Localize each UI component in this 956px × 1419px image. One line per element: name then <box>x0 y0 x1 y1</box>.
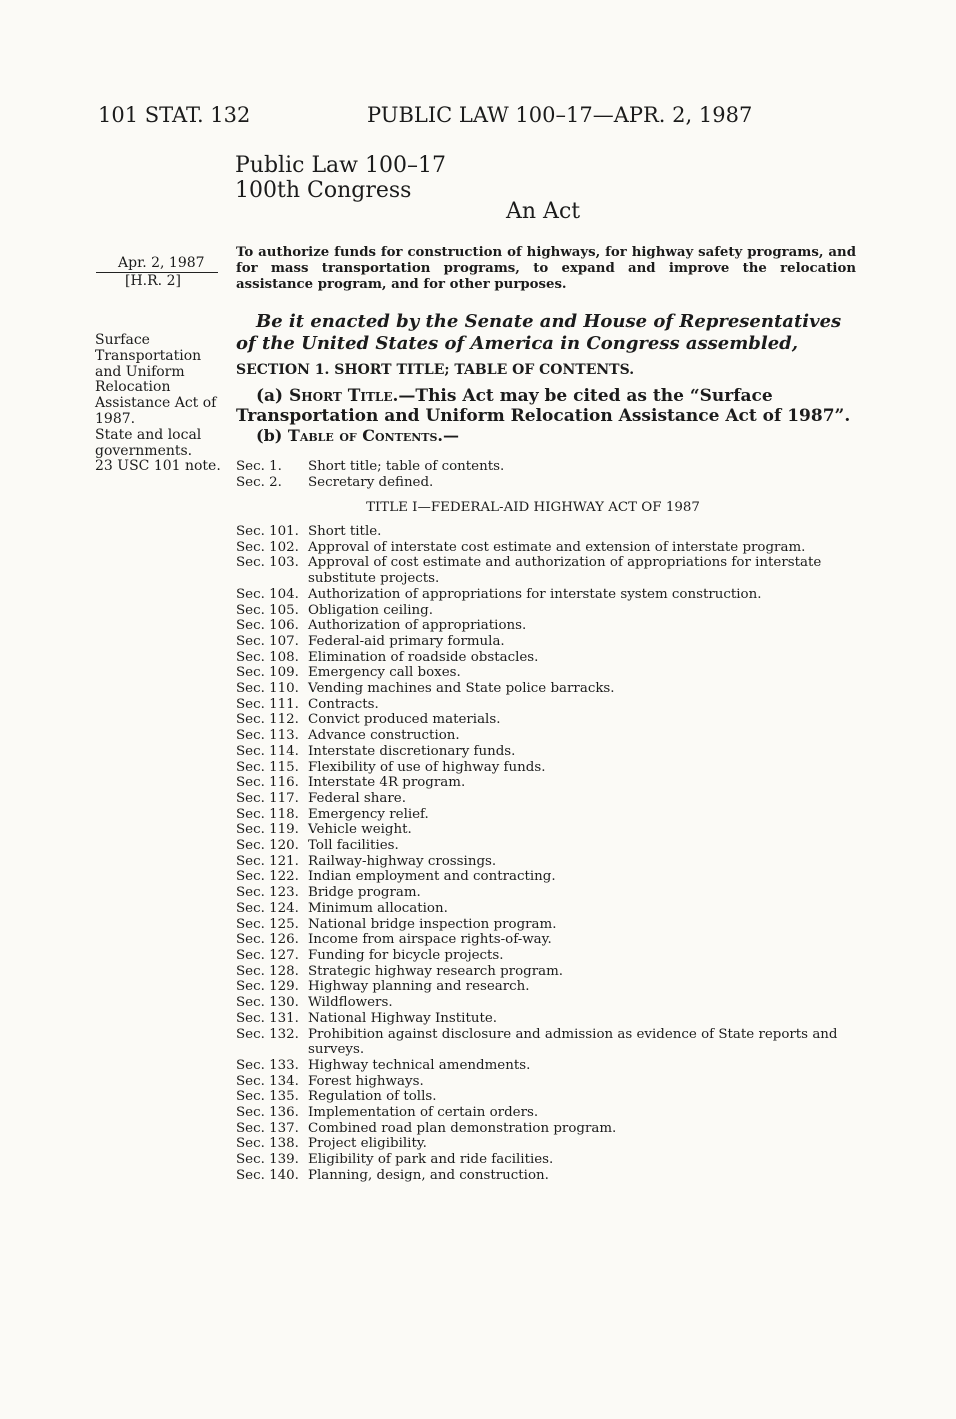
margin-date: Apr. 2, 1987 <box>118 255 205 271</box>
toc-section-title: Regulation of tolls. <box>308 1089 437 1105</box>
toc-entry <box>236 540 864 556</box>
margin-note-line: State and local <box>95 426 202 443</box>
toc-section-title: Contracts. <box>308 696 379 712</box>
toc-section-title: Income from airspace rights-of-way. <box>308 932 552 948</box>
toc-section-number: Sec. 113. <box>236 728 299 744</box>
title-one-heading: TITLE I—FEDERAL-AID HIGHWAY ACT OF 1987 <box>366 500 700 515</box>
margin-note-line: Transportation <box>95 347 202 364</box>
toc-section-number: Sec. 131. <box>236 1010 299 1026</box>
toc-section-number: Sec. 125. <box>236 916 299 932</box>
toc-section-title: Bridge program. <box>308 885 421 901</box>
toc-section-number: Sec. 112. <box>236 712 299 728</box>
toc-entry <box>236 618 864 634</box>
toc-heading-prefix: (b) <box>256 426 288 445</box>
law-title-block <box>235 153 446 203</box>
toc-section-number: Sec. 115. <box>236 759 299 775</box>
toc-entry <box>236 948 864 964</box>
toc-section-title: Approval of cost estimate and authorization of appropriations for interstate substitute projects. <box>308 555 822 587</box>
toc-section-title: Flexibility of use of highway funds. <box>308 759 546 775</box>
toc-section-number: Sec. 2. <box>236 474 282 490</box>
margin-note-line: 1987. <box>95 410 136 427</box>
toc-section-title: Obligation ceiling. <box>308 602 434 618</box>
toc-heading-label: Table of Contents <box>287 426 438 445</box>
toc-entry <box>236 901 864 917</box>
toc-section-number: Sec. 1. <box>236 459 282 474</box>
toc-section-title: Convict produced materials. <box>308 712 501 728</box>
toc-section-title: Funding for bicycle projects. <box>308 947 504 963</box>
toc-entry <box>236 995 864 1011</box>
toc-section-title: Federal-aid primary formula. <box>308 633 505 649</box>
toc-section-title: Wildflowers. <box>308 995 393 1011</box>
toc-entry <box>236 681 864 697</box>
toc-entry <box>236 524 864 540</box>
short-title-label: Short Title <box>289 386 393 406</box>
toc-heading <box>256 426 459 445</box>
toc-section-number: Sec. 121. <box>236 853 299 869</box>
toc-section-title: Project eligibility. <box>308 1136 427 1152</box>
toc-section-number: Sec. 139. <box>236 1152 299 1168</box>
toc-section-title: Prohibition against disclosure and admission as evidence of State reports and surveys. <box>308 1026 838 1058</box>
toc-section-number: Sec. 132. <box>236 1026 299 1042</box>
margin-note-line: Assistance Act of <box>95 395 217 412</box>
toc-section-title: Combined road plan demonstration program. <box>308 1120 617 1136</box>
toc-section-number: Sec. 104. <box>236 586 299 602</box>
toc-section-title: Railway-highway crossings. <box>308 853 497 869</box>
toc-entry <box>236 728 864 744</box>
toc-section-title: Interstate discretionary funds. <box>308 743 516 759</box>
toc-section-number: Sec. 108. <box>236 649 299 665</box>
toc-section-title: Advance construction. <box>308 728 460 744</box>
margin-bill-number: [H.R. 2] <box>125 273 181 289</box>
toc-entry <box>236 1027 864 1058</box>
toc-section-number: Sec. 118. <box>236 806 299 822</box>
toc-section-number: Sec. 102. <box>236 539 299 555</box>
toc-section-title: Forest highways. <box>308 1073 424 1089</box>
margin-note-line: 23 USC 101 note. <box>95 458 221 475</box>
toc-entry <box>236 822 864 838</box>
toc-entry <box>236 807 864 823</box>
toc-section-title: Short title. <box>308 524 382 539</box>
toc-section-title: Emergency call boxes. <box>308 665 461 681</box>
toc-entry <box>236 475 864 491</box>
toc-section-title: National Highway Institute. <box>308 1010 498 1026</box>
toc-section-number: Sec. 128. <box>236 963 299 979</box>
toc-section-title: Indian employment and contracting. <box>308 869 556 885</box>
toc-section-title: Vehicle weight. <box>308 822 412 838</box>
toc-section-number: Sec. 136. <box>236 1105 299 1121</box>
toc-section-number: Sec. 105. <box>236 602 299 618</box>
margin-notes <box>95 333 230 475</box>
toc-section-number: Sec. 107. <box>236 633 299 649</box>
short-title-paragraph <box>236 386 856 426</box>
toc-section-number: Sec. 138. <box>236 1136 299 1152</box>
toc-section-title: Highway technical amendments. <box>308 1057 531 1073</box>
toc-entry <box>236 854 864 870</box>
toc-entry <box>236 760 864 776</box>
toc-section-number: Sec. 110. <box>236 681 299 697</box>
toc-entry <box>236 1168 864 1184</box>
toc-section-number: Sec. 120. <box>236 838 299 854</box>
margin-note-line: governments. <box>95 442 193 459</box>
toc-entry <box>236 791 864 807</box>
toc-entry <box>236 744 864 760</box>
toc-title-one-list <box>236 524 864 1184</box>
public-law-number: Public Law 100–17 <box>235 153 446 178</box>
an-act-label: An Act <box>506 199 581 224</box>
toc-entry <box>236 665 864 681</box>
toc-entry <box>236 650 864 666</box>
margin-note-line: Surface <box>95 332 150 348</box>
toc-entry <box>236 1089 864 1105</box>
toc-entry <box>236 1136 864 1152</box>
toc-section-title: Emergency relief. <box>308 806 429 822</box>
congress-number: 100th Congress <box>235 178 412 203</box>
toc-section-title: Implementation of certain orders. <box>308 1105 539 1121</box>
toc-section-number: Sec. 140. <box>236 1167 299 1183</box>
toc-section-title: Eligibility of park and ride facilities. <box>308 1152 554 1168</box>
toc-section-title: Secretary defined. <box>308 474 434 490</box>
toc-section-number: Sec. 126. <box>236 932 299 948</box>
toc-section-number: Sec. 109. <box>236 665 299 681</box>
toc-section-number: Sec. 122. <box>236 869 299 885</box>
toc-section-title: Short title; table of contents. <box>308 459 505 474</box>
toc-entry <box>236 885 864 901</box>
toc-section-title: Minimum allocation. <box>308 900 448 916</box>
toc-section-number: Sec. 119. <box>236 822 299 838</box>
toc-entry <box>236 459 864 475</box>
toc-section-title: Federal share. <box>308 790 406 806</box>
toc-entry <box>236 1121 864 1137</box>
toc-section-number: Sec. 111. <box>236 696 299 712</box>
toc-entry <box>236 697 864 713</box>
toc-entry <box>236 1058 864 1074</box>
toc-section-title: Authorization of appropriations for interstate system construction. <box>308 586 762 602</box>
toc-section-number: Sec. 130. <box>236 995 299 1011</box>
toc-section-number: Sec. 101. <box>236 524 299 539</box>
toc-entry <box>236 603 864 619</box>
section-1-heading: SECTION 1. SHORT TITLE; TABLE OF CONTENTS. <box>236 362 635 378</box>
toc-section-title: Vending machines and State police barracks. <box>308 681 615 697</box>
toc-section-number: Sec. 129. <box>236 979 299 995</box>
toc-entry <box>236 1152 864 1168</box>
toc-section-title: Planning, design, and construction. <box>308 1167 549 1183</box>
enacting-clause: Be it enacted by the Senate and House of Representatives of the United States of America in Congress assembled, <box>236 311 842 354</box>
toc-section-number: Sec. 137. <box>236 1120 299 1136</box>
margin-note-line: and Uniform <box>95 363 185 380</box>
toc-entry <box>236 1105 864 1121</box>
toc-section-title: Elimination of roadside obstacles. <box>308 649 539 665</box>
toc-entry <box>236 838 864 854</box>
toc-section-number: Sec. 117. <box>236 790 299 806</box>
toc-section-number: Sec. 127. <box>236 947 299 963</box>
toc-entry <box>236 917 864 933</box>
toc-entry <box>236 775 864 791</box>
toc-section-number: Sec. 135. <box>236 1089 299 1105</box>
toc-section-number: Sec. 116. <box>236 775 299 791</box>
toc-entry <box>236 587 864 603</box>
toc-entry <box>236 712 864 728</box>
toc-section-number: Sec. 103. <box>236 555 299 571</box>
short-title-prefix: (a) <box>256 386 290 406</box>
margin-note-line: Relocation <box>95 379 171 396</box>
toc-section-title: Approval of interstate cost estimate and extension of interstate program. <box>308 539 806 555</box>
toc-section-number: Sec. 134. <box>236 1073 299 1089</box>
toc-section-number: Sec. 106. <box>236 618 299 634</box>
toc-intro-list <box>236 459 864 490</box>
toc-entry <box>236 979 864 995</box>
toc-entry <box>236 555 864 586</box>
page-reference: 101 STAT. 132 <box>98 103 251 127</box>
toc-entry <box>236 634 864 650</box>
toc-heading-suffix: .— <box>437 426 459 445</box>
toc-section-title: Strategic highway research program. <box>308 963 564 979</box>
toc-section-number: Sec. 123. <box>236 885 299 901</box>
toc-section-title: National bridge inspection program. <box>308 916 557 932</box>
short-title-text: .—This Act may be cited as the “Surface Transportation and Uniform Relocation Assistance Act of 1987”. <box>236 386 851 426</box>
toc-section-number: Sec. 133. <box>236 1057 299 1073</box>
toc-entry <box>236 1074 864 1090</box>
toc-entry <box>236 869 864 885</box>
toc-entry <box>236 932 864 948</box>
toc-entry <box>236 964 864 980</box>
toc-section-title: Toll facilities. <box>308 838 399 854</box>
toc-section-number: Sec. 114. <box>236 743 299 759</box>
toc-entry <box>236 1011 864 1027</box>
toc-section-title: Interstate 4R program. <box>308 775 466 791</box>
running-header: PUBLIC LAW 100–17—APR. 2, 1987 <box>367 103 753 127</box>
toc-section-number: Sec. 124. <box>236 900 299 916</box>
toc-section-title: Highway planning and research. <box>308 979 530 995</box>
purpose-statement: To authorize funds for construction of highways, for highway safety programs, and for mass transportation programs, to expand and improve the relocation assistance program, and for other purposes. <box>236 245 856 292</box>
toc-section-title: Authorization of appropriations. <box>308 618 527 634</box>
